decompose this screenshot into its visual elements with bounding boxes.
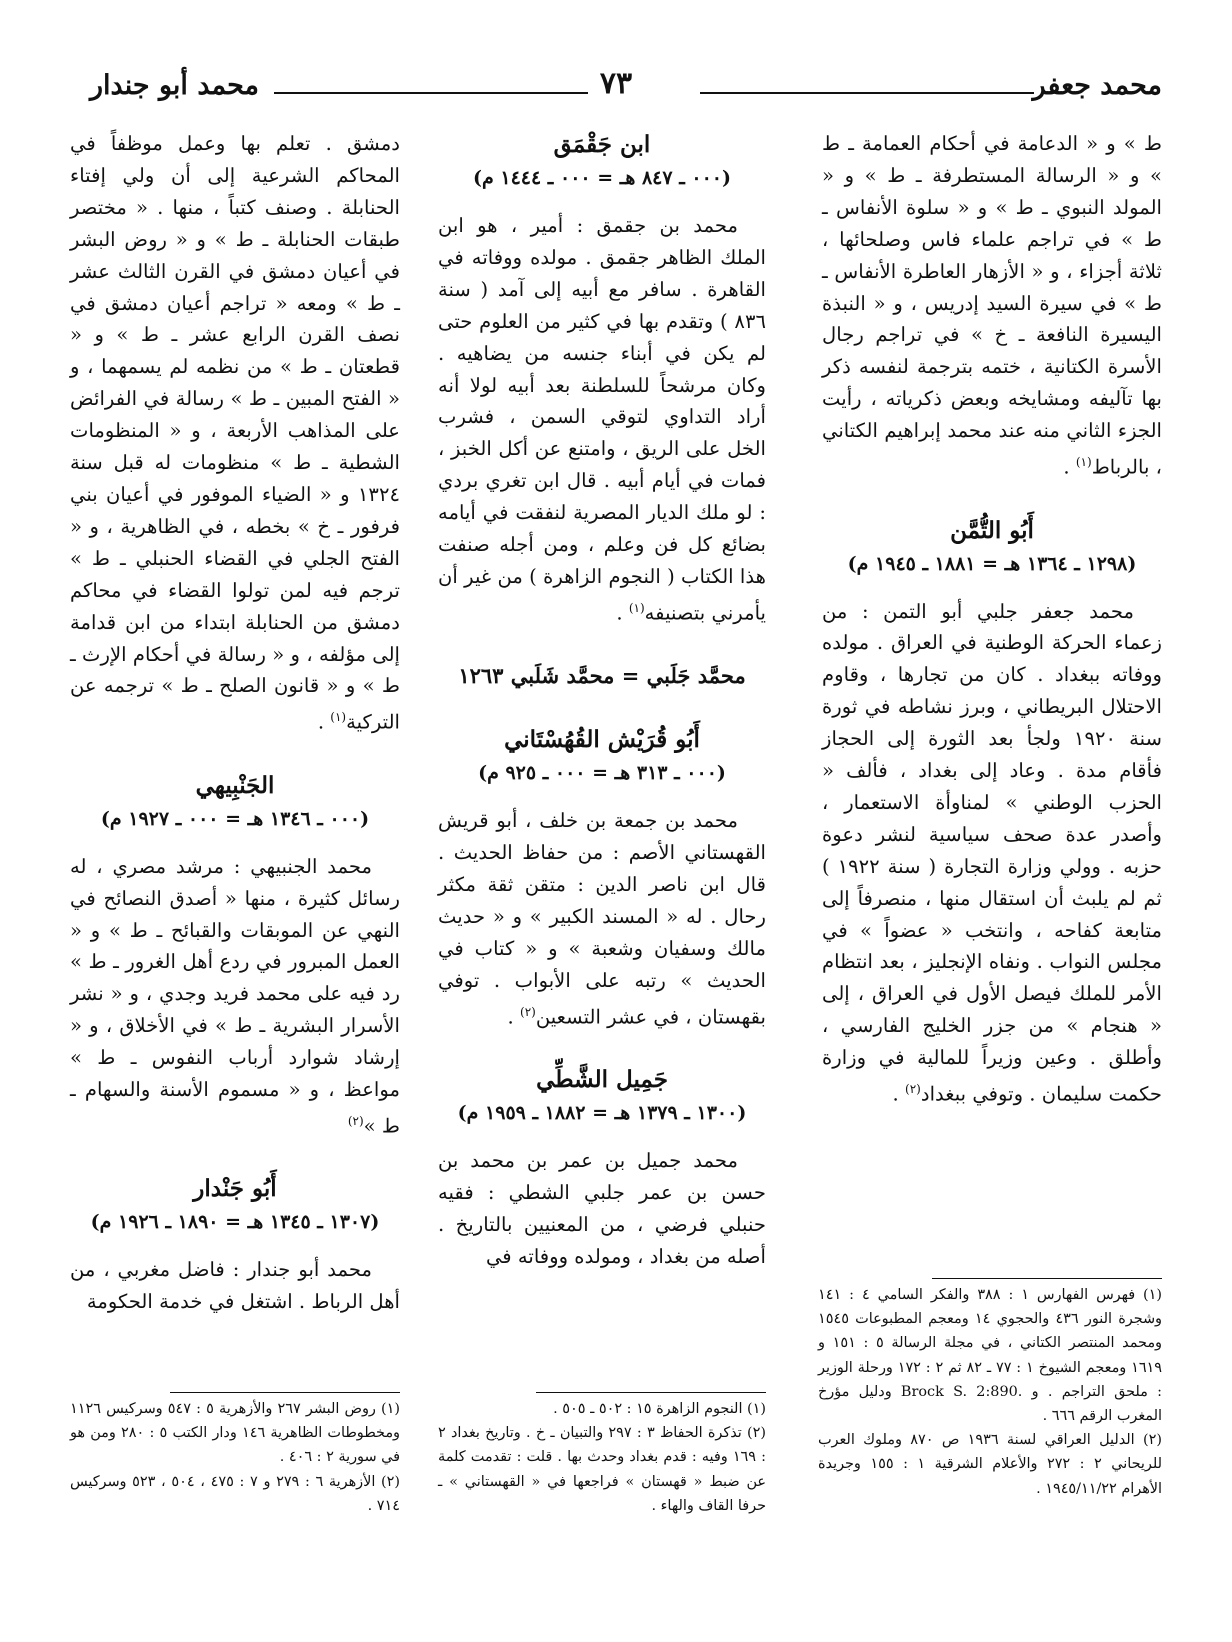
running-head-right: محمد جعفر [1032, 70, 1162, 101]
page-header [70, 62, 1162, 112]
footnote-ref: (١) [330, 710, 347, 725]
continued-paragraph [70, 128, 400, 739]
column-middle [438, 128, 766, 1273]
entry-date: (١٢٩٨ ـ ١٣٦٤ هـ = ١٨٨١ ـ ١٩٤٥ م) [847, 552, 1137, 575]
footnote-ref: (٢) [905, 1082, 921, 1097]
footnote: (١) النجوم الزاهرة ١٥ : ٥٠٢ ـ ٥٠٥ . [553, 1401, 766, 1417]
footnotes-left [70, 1392, 400, 1518]
entry-end: . [507, 1005, 521, 1029]
entry-text: محمد أبو جندار : فاضل مغربي ، من أهل الرباط . اشتغل في خدمة الحكومة [70, 1258, 400, 1314]
footnote-rule [932, 1278, 1162, 1279]
entry-date: (٠٠٠ ـ ٣١٣ هـ = ٠٠٠ ـ ٩٢٥ م) [478, 762, 726, 785]
entry-text [70, 851, 400, 1143]
entry-date: (٠٠٠ ـ ٨٤٧ هـ = ٠٠٠ ـ ١٤٤٤ م) [472, 167, 732, 189]
column-right [822, 128, 1162, 1111]
entry-body: محمد جعفر جلبي أبو التمن : من زعماء الحركة الوطنية في العراق . مولده ووفاته ببغداد . كان من تجارها ، وقاوم الاحتلال البريطاني ، وبرز نشاطه في ثورة سنة ١٩٢٠ ولجأ بعد الثورة إلى الحجاز فأقام مدة . وعاد إلى بغداد ، فألف « الحزب الوطني » لمناوأة الاستعمار ، وأصدر عدة صحف سياسية لنشر دعوة حزبه . وولي وزارة التجارة ( سنة ١٩٢٢ ) ثم لم يلبث أن استقال منها ، منصرفاً إلى متابعة كفاحه ، وانتخب « عضواً » في مجلس النواب . ونفاه الإنجليز ، بعد انتظام الأمر للملك فيصل الأول في العراق ، إلى « هنجام » من جزر الخليج الفارسي ، وأطلق . وعين وزيراً للمالية في وزارة حكمت سليمان . وتوفي ببغداد [822, 599, 1162, 1106]
entry-text: محمد جميل بن عمر بن محمد بن حسن بن عمر جلبي الشطي : فقيه حنبلي فرضي ، من المعنيين بالتاريخ . أصله من بغداد ، ومولده ووفاته في [438, 1149, 766, 1268]
footnote-ref: (١) [628, 600, 645, 615]
column-left [70, 128, 400, 1318]
entry-text [822, 596, 1162, 1111]
entry-title: أَبُو التُّمَّن [950, 516, 1034, 544]
page-number: ٧٣ [599, 66, 633, 101]
entry-date: (١٣٠٧ ـ ١٣٤٥ هـ = ١٨٩٠ ـ ١٩٢٦ م) [90, 1211, 380, 1234]
footnote-ref: (١) [1075, 455, 1092, 470]
entry-date: (١٣٠٠ ـ ١٣٧٩ هـ = ١٨٨٢ ـ ١٩٥٩ م) [457, 1102, 747, 1125]
running-head-left: محمد أبو جندار [90, 70, 259, 101]
footnotes-right [818, 1278, 1162, 1501]
footnote-ref: (٢) [347, 1114, 364, 1128]
entry-body: محمد بن جقمق : أمير ، هو ابن الملك الظاهر جقمق . مولده ووفاته في القاهرة . سافر مع أبيه إلى آمد ( سنة ٨٣٦ ) وتقدم بها في كثير من العلوم حتى لم يكن في أبناء جنسه من يضاهيه . وكان مرشحاً للسلطنة بعد أبيه لولا أنه أراد التداوي لتوقي السمن ، فشرب الخل على الريق ، وامتنع عن أكل الخبز ، فمات في أيام أبيه . قال ابن تغري بردي : لو ملك الديار المصرية لنفقت في أيامه بضائع كل فن وعلم ، ومن أجله صنفت هذا الكتاب ( النجوم الزاهرة ) من غير أن يأمرني بتصنيفه [438, 214, 766, 625]
entry-body: محمد الجنبيهي : مرشد مصري ، له رسائل كثيرة ، منها « أصدق النصائح في النهي عن الموبقات والقبائح ـ ط » و « العمل المبرور في ردع أهل الغرور ـ ط » رد فيه على محمد فريد وجدي ، و « نشر الأسرار البشرية ـ ط » في الأخلاق ، و « إرشاد شوارد أرباب النفوس ـ ط » مواعظ ، و « مسموم الأسنة والسهام ـ ط » [70, 854, 400, 1138]
footnote: (١) فهرس الفهارس ١ : ٣٨٨ والفكر السامي ٤ : ١٤١ وشجرة النور ٤٣٦ والحجوي ١٤ ومعجم المطبوعات ١٥٤٥ ومحمد المنتصر الكتاني ، في مجلة الرسالة ٥ : ١٥١ و ١٦١٩ ومعجم الشيوخ ١ : ٧٧ ـ ٨٢ ثم ٢ : ١٧٢ ورحلة الوزير : ملحق التراجم . و .Brock S. 2:890 ودليل مؤرخ المغرب الرقم ٦٦٦ . [818, 1287, 1163, 1425]
entry-end: . [892, 1082, 906, 1106]
entry-text [438, 805, 766, 1033]
footnote-ref: (٢) [520, 1004, 536, 1019]
entry-title: ابن جَقْمَق [553, 131, 651, 158]
cross-reference: محمَّد جَلَبي = محمَّد شَلَبي ١٢٦٣ [458, 663, 746, 689]
entry-title: جَمِيل الشَّطِّي [536, 1066, 668, 1094]
entry-title: أَبُو قُرَيْش القُهُسْتَاني [504, 726, 700, 754]
paragraph-text: دمشق . تعلم بها وعمل موظفاً في المحاكم الشرعية إلى أن ولي إفتاء الحنابلة . وصنف كتباً ، منها . « مختصر طبقات الحنابلة ـ ط » و « روض البشر في أعيان دمشق في القرن الثالث عشر ـ ط » ومعه « تراجم أعيان دمشق في نصف القرن الرابع عشر ـ ط » و « قطعتان ـ ط » من نظمه لم يسمهما ، و « الفتح المبين ـ ط » رسالة في الفرائض على المذاهب الأربعة ، و « المنظومات الشطية ـ ط » منظومات له قبل سنة ١٣٢٤ و « الضياء الموفور في أعيان بني فرفور ـ خ » بخطه ، في الظاهرية ، و « الفتح الجلي في القضاء الحنبلي ـ ط » ترجم فيه لمن تولوا القضاء في محاكم دمشق من الحنابلة ابتداء من ابن قدامة إلى مؤلفه ، و « رسالة في أحكام الإرث ـ ط » و « قانون الصلح ـ ط » ترجمه عن التركية [70, 132, 400, 734]
footnote: (٢) الأزهرية ٦ : ٢٧٩ و ٧ : ٤٧٥ ، ٥٠٤ ، ٥٢٣ وسركيس ٧١٤ . [70, 1473, 400, 1514]
paragraph-end: . [1063, 455, 1076, 479]
entry-text [438, 210, 766, 629]
paragraph-end: . [317, 710, 331, 734]
footnotes-middle [438, 1392, 766, 1518]
entry-title: أَبُو جَنْدار [193, 1175, 277, 1203]
entry-body: محمد بن جمعة بن خلف ، أبو قريش القهستاني الأصم : من حفاظ الحديث . قال ابن ناصر الدين : متقن ثقة مكثر رحال . له « المسند الكبير » و « حديث مالك وسفيان وشعبة » و « كتاب في الحديث » رتبه على الأبواب . توفي بقهستان ، في عشر التسعين [438, 809, 766, 1029]
header-rule-right [700, 92, 1034, 94]
footnote-rule [536, 1392, 766, 1393]
paragraph-text: ط » و « الدعامة في أحكام العمامة ـ ط » و « الرسالة المستطرفة ـ ط » و « المولد النبوي ـ ط » و « سلوة الأنفاس ـ ط » في تراجم علماء فاس وصلحائها ، ثلاثة أجزاء ، و « الأزهار العاطرة الأنفاس ـ ط » في سيرة السيد إدريس ، و « النبذة اليسيرة النافعة ـ خ » في تراجم رجال الأسرة الكتانية ، ختمه بترجمة لنفسه ذكر بها تآليفه ومشايخه وبعض ذكرياته ، رأيت الجزء الثاني منه عند محمد إبراهيم الكتاني ، بالرباط [822, 132, 1162, 479]
entry-date: (٠٠٠ ـ ١٣٤٦ هـ = ٠٠٠ ـ ١٩٢٧ م) [100, 807, 370, 830]
entry-end: . [616, 601, 629, 625]
continued-paragraph [822, 128, 1162, 484]
entry-title: الجَنْبِيهي [195, 771, 275, 799]
footnote: (٢) تذكرة الحفاظ ٣ : ٢٩٧ والتبيان ـ خ . وتاريخ بغداد ٢ : ١٦٩ وفيه : قدم بغداد وحدث بها . قلت : تقدمت كلمة عن ضبط « قهستان » فراجعها في « القهستاني » ـ حرفا القاف والهاء . [438, 1425, 767, 1514]
footnote: (١) روض البشر ٢٦٧ والأزهرية ٥ : ٥٤٧ وسركيس ١١٢٦ ومخطوطات الظاهرية ١٤٦ ودار الكتب ٥ : ٢٨٠ ومن هو في سورية ٢ : ٤٠٦ . [70, 1401, 400, 1466]
footnote: (٢) الدليل العراقي لسنة ١٩٣٦ ص ٨٧٠ وملوك العرب للريحاني ٢ : ٢٧٢ والأعلام الشرقية ١ : ١٥٥ وجريدة الأهرام ١٩٤٥/١١/٢٢ . [818, 1432, 1163, 1497]
header-rule-left [274, 92, 588, 94]
footnote-rule [170, 1392, 400, 1393]
